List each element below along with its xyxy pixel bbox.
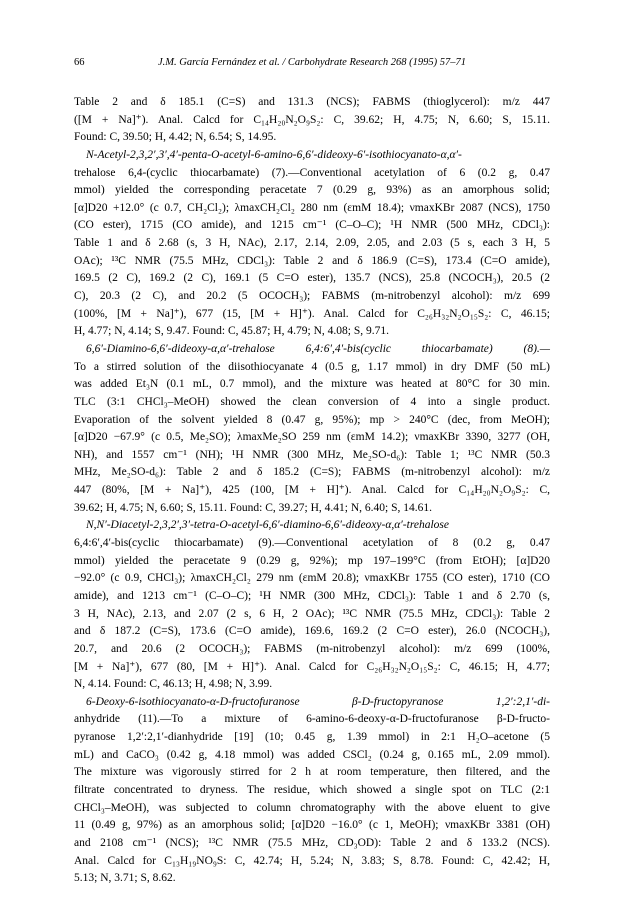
- page-number: 66: [74, 57, 85, 68]
- text-line: 20.7, and 20.6 (2 OCOCH₃); FABMS (m-nitrobenzyl alcohol): m/z 699 (100%,: [74, 642, 550, 655]
- compound-heading-line: 6-Deoxy-6-isothiocyanato-α-D-fructofuranose β-D-fructopyranose 1,2′:2,1′-di-: [86, 695, 550, 708]
- text-line: 5.13; N, 3.71; S, 8.62.: [74, 872, 176, 885]
- text-line: was added Et₃N (0.1 mL, 0.7 mmol), and the mixture was heated at 80°C for 30 min.: [74, 378, 550, 391]
- compound-heading-line: N-Acetyl-2,3,2′,3′,4′-penta-O-acetyl-6-amino-6,6′-dideoxy-6′-isothiocyanato-α,α′-: [86, 148, 462, 161]
- text-line: TLC (3:1 CHCl₃–MeOH) showed the clean conversion of 4 into a single product.: [74, 395, 550, 408]
- text-line: mL) and CaCO₃ (0.42 g, 4.18 mmol) was added CSCl₂ (0.24 g, 0.165 mL, 2.09 mmol).: [74, 748, 550, 761]
- text-line: Anal. Calcd for C₁₃H₁₉NO₉S: C, 42.74; H, 5.24; N, 3.83; S, 8.78. Found: C, 42.42; H,: [74, 854, 550, 867]
- text-line: H, 4.77; N, 4.14; S, 9.47. Found: C, 45.87; H, 4.79; N, 4.08; S, 9.71.: [74, 325, 389, 338]
- text-line: anhydride (11).—To a mixture of 6-amino-6-deoxy-α-D-fructofuranose β-D-fructo-: [74, 713, 550, 726]
- page-header: [74, 57, 550, 73]
- text-line: [α]D20 −67.9° (c 0.5, Me₂SO); λmaxMe₂SO 259 nm (εmM 14.2); νmaxKBr 3390, 3277 (OH,: [74, 431, 550, 444]
- text-line: (CO ester), 1715 (CO amide), and 1215 cm⁻¹ (C–O–C); ¹H NMR (500 MHz, CDCl₃):: [74, 219, 550, 232]
- text-line: filtrate concentrated to dryness. The residue, which showed a single spot on TLC (2:1: [74, 783, 550, 796]
- text-line: 169.5 (2 C), 169.2 (2 C), 169.1 (5 C=O ester), 135.7 (NCS), 25.8 (NCOCH₃), 20.5 (2: [74, 272, 550, 285]
- text-line: To a stirred solution of the diisothiocyanate 4 (0.5 g, 1.17 mmol) in dry DMF (50 mL): [74, 360, 550, 373]
- text-line: (100%, [M + Na]⁺), 677 (15, [M + H]⁺). Anal. Calcd for C₂₆H₃₂N₂O₁₅S₂: C, 46.15;: [74, 307, 550, 320]
- text-line: 6,4:6′,4′-bis(cyclic thiocarbamate) (9).—Conventional acetylation of 8 (0.2 g, 0.47: [74, 537, 550, 550]
- text-line: Table 1 and δ 2.68 (s, 3 H, NAc), 2.17, 2.14, 2.09, 2.05, and 2.03 (5 s, each 3 H, 5: [74, 237, 550, 250]
- article-body: [74, 94, 550, 888]
- text-line: MHz, Me₂SO-d₆): Table 2 and δ 185.2 (C=S); FABMS (m-nitrobenzyl alcohol): m/z: [74, 466, 550, 479]
- compound-heading-line: N,N′-Diacetyl-2,3,2′,3′-tetra-O-acetyl-6,6′-diamino-6,6′-dideoxy-α,α′-trehalose: [86, 519, 450, 532]
- text-line: and δ 187.2 (C=S), 173.6 (C=O amide), 169.6, 169.2 (2 C=O ester), 26.0 (NCOCH₃),: [74, 625, 550, 638]
- text-line: N, 4.14. Found: C, 46.13; H, 4.98; N, 3.99.: [74, 678, 273, 691]
- text-line: Found: C, 39.50; H, 4.42; N, 6.54; S, 14.95.: [74, 131, 277, 144]
- text-line: trehalose 6,4-(cyclic thiocarbamate) (7).—Conventional acetylation of 6 (0.2 g, 0.47: [74, 166, 550, 179]
- text-line: mmol) yielded the peracetate 9 (0.29 g, 92%); mp 197–199°C (from EtOH); [α]D20: [74, 554, 550, 567]
- text-line: amide), and 1213 cm⁻¹ (C–O–C); ¹H NMR (300 MHz, CDCl₃): Table 1 and δ 2.70 (s,: [74, 589, 550, 602]
- text-line: OAc); ¹³C NMR (75.5 MHz, CDCl₃): Table 2 and δ 186.9 (C=S), 173.4 (C=O amide),: [74, 254, 550, 267]
- text-line: 11 (0.49 g, 97%) as an amorphous solid; [α]D20 −16.0° (c 1, MeOH); νmaxKBr 3381 (OH): [74, 819, 550, 832]
- text-line: −92.0° (c 0.9, CHCl₃); λmaxCH₂Cl₂ 279 nm (εmM 20.8); νmaxKBr 1755 (CO ester), 1710 (CO: [74, 572, 550, 585]
- text-line: pyranose 1,2′:2,1′-dianhydride [19] (10; 0.45 g, 1.39 mmol) in 2:1 H₂O–acetone (5: [74, 731, 550, 744]
- text-line: ([M + Na]⁺). Anal. Calcd for C₁₄H₂₀N₂O₉S₂: C, 39.62; H, 4.75; N, 6.60; S, 15.11.: [74, 113, 550, 126]
- text-line: The mixture was vigorously stirred for 2 h at room temperature, then filtered, and the: [74, 766, 550, 779]
- text-line: mmol) yielded the corresponding peracetate 7 (0.29 g, 93%) as an amorphous solid;: [74, 184, 550, 197]
- text-line: 3 H, NAc), 2.13, and 2.07 (2 s, 6 H, 2 OAc); ¹³C NMR (75.5 MHz, CDCl₃): Table 2: [74, 607, 550, 620]
- text-line: Evaporation of the solvent yielded 8 (0.47 g, 95%); mp > 240°C (dec, from MeOH);: [74, 413, 550, 426]
- text-line: Table 2 and δ 185.1 (C=S) and 131.3 (NCS); FABMS (thioglycerol): m/z 447: [74, 96, 550, 108]
- text-line: CHCl₃–MeOH), was subjected to column chromatography with the above eluent to give: [74, 801, 550, 814]
- text-line: 447 (80%, [M + Na]⁺), 425 (100, [M + H]⁺). Anal. Calcd for C₁₄H₂₀N₂O₉S₂: C,: [74, 484, 550, 497]
- text-line: NH), and 1557 cm⁻¹ (NH); ¹H NMR (300 MHz, Me₂SO-d₆): Table 1; ¹³C NMR (50.3: [74, 448, 550, 461]
- running-title: J.M. García Fernández et al. / Carbohydrate Research 268 (1995) 57–71: [157, 57, 467, 68]
- text-line: 39.62; H, 4.75; N, 6.60; S, 15.11. Found: C, 39.27; H, 4.41; N, 6.40; S, 14.61.: [74, 501, 433, 514]
- text-line: C), 20.3 (2 C), and 20.2 (5 OCOCH₃); FABMS (m-nitrobenzyl alcohol): m/z 699: [74, 290, 550, 303]
- text-line: [M + Na]⁺), 677 (80, [M + H]⁺). Anal. Calcd for C₂₆H₃₂N₂O₁₅S₂: C, 46.15; H, 4.77;: [74, 660, 550, 673]
- compound-heading-line: 6,6′-Diamino-6,6′-dideoxy-α,α′-trehalose 6,4:6′,4′-bis(cyclic thiocarbamate) (8).—: [86, 342, 550, 355]
- text-line: [α]D20 +12.0° (c 0.7, CH₂Cl₂); λmaxCH₂Cl₂ 280 nm (εmM 18.4); νmaxKBr 2087 (NCS), 1750: [74, 201, 550, 214]
- text-line: and 2108 cm⁻¹ (NCS); ¹³C NMR (75.5 MHz, CD₃OD): Table 2 and δ 133.2 (NCS).: [74, 836, 550, 849]
